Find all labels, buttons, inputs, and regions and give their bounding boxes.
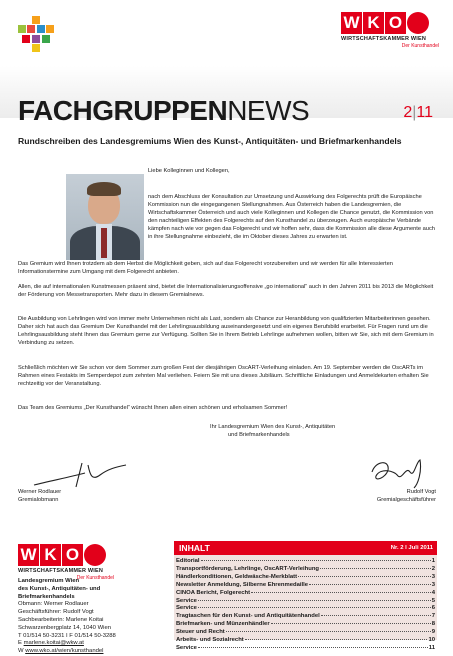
contact-chair: Obmann: Werner Rodlauer — [18, 601, 89, 608]
contact-block — [18, 578, 168, 656]
grid-logo-icon — [18, 16, 54, 52]
toc-list — [176, 558, 435, 653]
letter-paragraph-4: Die Ausbildung von Lehrlingen wird von immer mehr Unternehmen nicht als Last, sondern als Chance zur Heranbildung von qualifizierten Mitarbeiterinnen gesehen. Daher sich hat auch das Gremium Der Kunsthandel mit der Lehrlingsausbildung auseinandergesetzt und ein eigenes Berufsbild erarbeitet. Für Fragen rund um die Lehrlingsausbildung steht Ihnen das Gremium gerne zur Verfügung. Sollten Sie in Ihrem Betrieb Lehrlinge aufnehmen wollen, bitten wir Sie, sich mit dem Gremium in Verbindung zu setzen. — [18, 316, 434, 346]
contact-phone: T 01/514 50-3231 I F 01/514 50-3288 — [18, 632, 116, 639]
wko-logo-line1: WIRTSCHAFTSKAMMER WIEN — [341, 36, 427, 42]
contact-org-3: Briefmarkenhandels — [18, 593, 75, 600]
title-bold: FACHGRUPPEN — [18, 95, 228, 126]
signer-left-name: Werner Rodlauer — [18, 489, 62, 495]
toc-item[interactable]: Editorial 1 — [176, 558, 435, 564]
author-photo — [66, 174, 144, 260]
page-title — [18, 96, 309, 126]
letter-greeting: Liebe Kolleginnen und Kollegen, — [148, 168, 230, 174]
wko-emblem-icon — [84, 544, 106, 566]
wko-logo — [341, 12, 439, 58]
toc-item[interactable]: Tragtaschen für den Kunst- und Antiquitätenhandel 7 — [176, 613, 435, 620]
contact-email-line: E marlene.koitai@wkw.at — [18, 640, 84, 647]
toc-item[interactable]: Service 11 — [176, 644, 435, 651]
toc-heading: INHALT — [179, 543, 210, 553]
toc-header — [174, 541, 437, 555]
signer-right-name: Rudolf Vogt — [406, 489, 436, 495]
wko-letter-o: O — [385, 12, 406, 34]
contact-clerk: Sachbearbeiterin: Marlene Koitai — [18, 616, 104, 623]
wko-letter-k: K — [363, 12, 384, 34]
signer-right-role: Gremialgeschäftsführer — [376, 497, 436, 503]
letter-paragraph-6: Das Team des Gremiums „Der Kunsthandel“ wünscht Ihnen allen einen schönen und erholsamen Sommer! — [18, 405, 288, 411]
toc-item[interactable]: Arbeits- und Sozialrecht 10 — [176, 637, 435, 644]
wko-letter-o: O — [62, 544, 83, 566]
contact-web-line: W www.wko.at/wien/kunsthandel — [18, 648, 104, 655]
wko-logo-line2: Der Kunsthandel — [76, 575, 114, 581]
letter-paragraph-5: Schließlich möchten wir Sie schon vor dem Sommer zum großen Fest der diesjährigen OscART-Verleihung einladen. Am 19. September werden die OscARTs im Rahmen eines Festakts im Semperdepot zum zehnten Mal verliehen. Feiern Sie mit uns dieses Jubiläum. Schriftliche Einladungen und Anmeldekarten erhalten Sie rechtzeitig vor der Veranstaltung. — [18, 365, 429, 387]
closing-line-2: und Briefmarkenhandels — [228, 432, 290, 438]
closing-line-1: Ihr Landesgremium Wien des Kunst-, Antiquitäten — [210, 424, 336, 430]
toc-item[interactable]: Händlerkonditionen, Geldwäsche-Merkblatt 3 — [176, 573, 435, 580]
letter-paragraph-3: Allen, die auf internationalen Kunstmessen präsent sind, bietet die Internationalisierungsoffensive „go international“ auch in den Jahren 2011 bis 2013 die Möglichkeit der Förderung von Messetransporten. Mehr dazu in diesem Gremialnews. — [18, 284, 434, 298]
toc-item[interactable]: Briefmarken- und Münzenhändler 8 — [176, 621, 435, 628]
contact-manager: Geschäftsführer: Rudolf Vogt — [18, 609, 94, 616]
wko-emblem-icon — [407, 12, 429, 34]
wko-logo-line1: WIRTSCHAFTSKAMMER WIEN — [18, 568, 104, 574]
toc-item[interactable]: Transportförderung, Lehrlinge, OscART-Verleihung 2 — [176, 565, 435, 572]
toc-item[interactable]: CINOA Bericht, Folgerecht 4 — [176, 589, 435, 596]
toc-item[interactable]: Service 5 — [176, 597, 435, 604]
toc-item[interactable]: Steuer und Recht 9 — [176, 629, 435, 636]
letter-paragraph-2: Das Gremium wird Ihnen trotzdem ab dem Herbst die Möglichkeit geben, sich auf das Folgerecht vorzubereiten und wir werden für alle Interessierten Informationstermine zum Umgang mit dem Folgerecht anbieten. — [18, 261, 393, 275]
toc-issue: Nr. 2 I Juli 2011 — [390, 545, 433, 551]
contact-org-2: des Kunst-, Antiquitäten- und — [18, 585, 101, 592]
wko-letter-w: W — [18, 544, 39, 566]
wko-logo-line2: Der Kunsthandel — [401, 43, 439, 49]
toc-item[interactable]: Newsletter Anmeldung, Silberne Ehrenmedaille 3 — [176, 581, 435, 588]
contact-org-1: Landesgremium Wien — [18, 578, 80, 584]
contact-address: Schwarzenbergplatz 14, 1040 Wien — [18, 624, 111, 631]
toc-item[interactable]: Service 6 — [176, 605, 435, 612]
email-link[interactable]: marlene.koitai@wkw.at — [23, 640, 84, 647]
signature-right — [366, 454, 436, 494]
signer-left-role: Gremialobmann — [18, 497, 59, 503]
letter-paragraph-1: nach dem Abschluss der Konsultation zur Umsetzung und Auswirkung des Folgerechts prüft die Europäische Kommission nun die eingegangenen Stellungnahmen. Aus Österreich haben die Landesgremien, die Wirtschaftskammer Österreich und auch viele Kolleginnen und Kollegen die Chance genutzt, die Kommission von den nachteiligen Effekten des Folgerechts auf den Kunsthandel zu überzeugen. Auch europäische Verbände kämpfen nach wie vor gegen das Folgerecht und wir hoffen sehr, dass die Kommission alle diese Argumente auch in ihre Stellungnahme einbezieht, die im Oktober dieses Jahres zu erwarten ist. — [148, 194, 435, 240]
issue-number: 2|11 — [403, 104, 433, 121]
wko-letter-k: K — [40, 544, 61, 566]
page-subtitle: Rundschreiben des Landesgremiums Wien des Kunst-, Antiquitäten- und Briefmarkenhandels — [18, 136, 402, 146]
wko-letter-w: W — [341, 12, 362, 34]
title-light: NEWS — [227, 95, 310, 126]
wko-logo-bottom — [18, 544, 128, 581]
web-link[interactable]: www.wko.at/wien/kunsthandel — [25, 648, 104, 655]
